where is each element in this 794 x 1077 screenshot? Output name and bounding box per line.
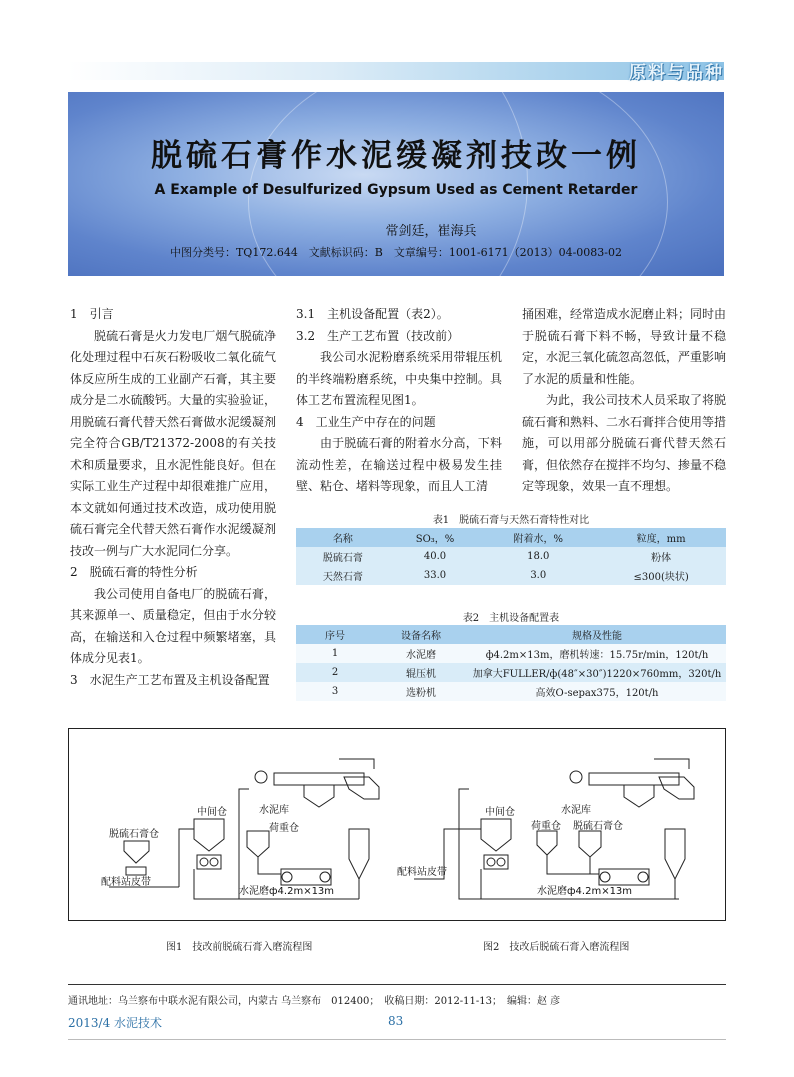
diagram-label: 水泥磨ф4.2m×13m: [239, 886, 335, 897]
table-header-row: [296, 625, 726, 644]
flow-diagrams-svg: [69, 729, 725, 920]
cement-mill-shape: [599, 869, 649, 885]
diagram-label: 水泥库: [561, 805, 591, 816]
diagram-label: 中间仓: [485, 807, 515, 818]
table-header-cell: 规格及性能: [468, 625, 726, 644]
table-cell: 脱硫石膏: [296, 547, 390, 566]
table1: [296, 528, 726, 585]
paragraph: 为此，我公司技术人员采取了将脱硫石膏和熟料、二水石膏拌合使用等措施，可以用部分脱硫石膏代替天然石膏，但依然存在搅拌不均匀、掺量不稳定等现象，效果一直不理想。: [522, 393, 727, 493]
diagram-label: 脱硫石膏仓: [573, 821, 623, 832]
figure1-diagram: [101, 759, 379, 899]
gypsum-bin-shape: [124, 841, 149, 863]
table-cell: 水泥磨: [374, 644, 468, 663]
article-english-title: A Example of Desulfurized Gypsum Used as Cement Retarder: [154, 182, 638, 198]
table-cell: 33.0: [390, 566, 480, 585]
mill-end-shape: [638, 872, 648, 882]
table-cell: ≤300(块状): [596, 566, 726, 585]
title-banner: [68, 92, 724, 276]
table-cell: 天然石膏: [296, 566, 390, 585]
table-cell: 选粉机: [374, 682, 468, 701]
diagram-label: 脱硫石膏仓: [109, 829, 159, 840]
table-row: [296, 663, 726, 682]
diagram-label: 荷重仓: [531, 821, 561, 832]
table-cell: 加拿大FULLER/ф(48″×30″)1220×760mm，320t/h: [468, 663, 726, 682]
weighing-bin-shape: [537, 831, 557, 855]
table-cell: ф4.2m×13m，磨机转速：15.75r/min，120t/h: [468, 644, 726, 663]
figure2-diagram: [397, 759, 694, 899]
section-heading: 2 脱硫石膏的特性分析: [70, 565, 198, 579]
text-column-1: [70, 304, 276, 691]
paragraph: 捅困难，经常造成水泥磨止料；同时由于脱硫石膏下料不畅，导致计量不稳定，水泥三氧化硫忽高忽低，严重影响了水泥的质量和性能。: [522, 307, 727, 386]
section-heading: 4 工业生产中存在的问题: [296, 414, 436, 429]
hopper-shape: [624, 785, 654, 807]
roller-shape: [200, 858, 208, 866]
page-number: 83: [388, 1014, 404, 1028]
article-title: 脱硫石膏作水泥缓凝剂技改一例: [151, 138, 641, 174]
header-bar: [68, 62, 724, 80]
table-row: [296, 644, 726, 663]
table-header-cell: 名称: [296, 528, 390, 547]
mill-end-shape: [282, 872, 292, 882]
article-classification: 中图分类号：TQ172.644 文献标识码：B 文章编号：1001-6171（2013）04-0083-02: [169, 246, 623, 259]
figure1-caption: 图1 技改前脱硫石膏入磨流程图: [166, 942, 313, 953]
weighing-bin-shape: [247, 831, 269, 857]
table-cell: 1: [296, 644, 374, 663]
pipe-line: [654, 759, 689, 769]
mill-end-shape: [320, 872, 330, 882]
section-heading: 3.2 生产工艺布置（技改前）: [296, 328, 460, 343]
table-cell: 40.0: [390, 547, 480, 566]
table-header-cell: 附着水，%: [480, 528, 596, 547]
section-heading: 3.1 主机设备配置（表2）。: [296, 307, 449, 321]
roller-shape: [497, 858, 505, 866]
hopper-shape: [304, 785, 334, 807]
table-header-cell: 序号: [296, 625, 374, 644]
paragraph: 我公司水泥粉磨系统采用带辊压机的半终端粉磨系统，中央集中控制。具体工艺布置流程见图1。: [296, 350, 502, 407]
pipe-line: [547, 855, 599, 874]
table-header-row: [296, 528, 726, 547]
section-heading: 1 引言: [70, 307, 114, 321]
table-header-cell: 粒度，mm: [596, 528, 726, 547]
roller-shape: [487, 858, 495, 866]
text-column-2: [296, 304, 502, 498]
conveyor-shape: [589, 773, 679, 785]
table-cell: 3.0: [480, 566, 596, 585]
table2: [296, 625, 726, 701]
pipe-line: [258, 857, 281, 874]
fan-shape: [255, 771, 267, 783]
pipe-line: [179, 829, 194, 887]
footnote-divider: [68, 984, 726, 985]
table-header-cell: 设备名称: [374, 625, 468, 644]
pipe-line: [339, 759, 374, 769]
intermediate-bin-shape: [194, 819, 224, 851]
separator-shape: [344, 777, 379, 799]
table-cell: 高效O-sepax375，120t/h: [468, 682, 726, 701]
journal-issue: 2013/4 水泥技术: [68, 1016, 163, 1030]
separator-shape: [659, 777, 694, 799]
mill-end-shape: [600, 872, 610, 882]
roller-press-shape: [197, 855, 221, 869]
paragraph: 我公司使用自备电厂的脱硫石膏，其来源单一、质量稳定，但由于水分较高，在输送和入仓过程中频繁堵塞，具体成分见表1。: [70, 586, 276, 665]
pipe-line: [194, 869, 239, 899]
fan-shape: [570, 771, 582, 783]
table2-caption: 表2 主机设备配置表: [462, 613, 560, 624]
table-cell: 粉体: [596, 547, 726, 566]
table-cell: 3: [296, 682, 374, 701]
text-column-3: [522, 304, 726, 498]
diagram-label: 配料站皮带: [101, 877, 151, 888]
section-heading: 3 水泥生产工艺布置及主机设备配置: [70, 672, 270, 687]
conveyor-shape: [274, 773, 364, 785]
paragraph: 由于脱硫石膏的附着水分高，下料流动性差，在输送过程中极易发生挂壁、粘仓、堵料等现象，而且人工清: [296, 436, 502, 493]
article-authors: 常剑廷，崔海兵: [385, 224, 477, 239]
footnote: 通讯地址：乌兰察布中联水泥有限公司，内蒙古 乌兰察布 012400； 收稿日期：2012-11-13； 编辑：赵 彦: [68, 996, 561, 1007]
paragraph: 脱硫石膏是火力发电厂烟气脱硫净化处理过程中石灰石粉吸收二氧化硫气体反应所生成的工业副产石膏，其主要成分是二水硫酸钙。大量的实验验证，用脱硫石膏代替天然石膏做水泥缓凝剂完全符合GB/T21372-2008的有关技术和质量要求，且水泥性能良好。但在实际工业生产过程中却很难推广应用，本文就如何通过技术改造，成功使用脱硫石膏完全代替天然石膏作水泥缓凝剂技改一例与广大水泥同仁分享。: [70, 328, 276, 558]
feeder-shape: [126, 867, 146, 875]
roller-shape: [210, 858, 218, 866]
table-row: [296, 682, 726, 701]
roller-press-shape: [484, 855, 508, 869]
table-header-cell: SO₃，%: [390, 528, 480, 547]
figure2-caption: 图2 技改后脱硫石膏入磨流程图: [483, 942, 630, 953]
table1-caption: 表1 脱硫石膏与天然石膏特性对比: [432, 515, 590, 526]
gypsum-bin-shape: [579, 831, 601, 857]
table-row: [296, 566, 726, 585]
section-tag: 原料与品种: [629, 63, 724, 83]
table-cell: 18.0: [480, 547, 596, 566]
page-footer: [68, 1014, 726, 1040]
cyclone-shape: [349, 829, 369, 879]
diagram-label: 配料站皮带: [397, 867, 447, 878]
intermediate-bin-shape: [481, 819, 511, 851]
table-cell: 辊压机: [374, 663, 468, 682]
table-row: [296, 547, 726, 566]
table-cell: 2: [296, 663, 374, 682]
pipe-line: [239, 789, 359, 899]
diagram-label: 水泥磨ф4.2m×13m: [537, 886, 633, 897]
cement-mill-shape: [281, 869, 331, 885]
diagram-label: 水泥库: [259, 805, 289, 816]
cyclone-shape: [665, 829, 685, 879]
diagram-label: 荷重仓: [269, 823, 299, 834]
diagram-label: 中间仓: [197, 807, 227, 818]
process-flow-figures: [68, 728, 726, 921]
